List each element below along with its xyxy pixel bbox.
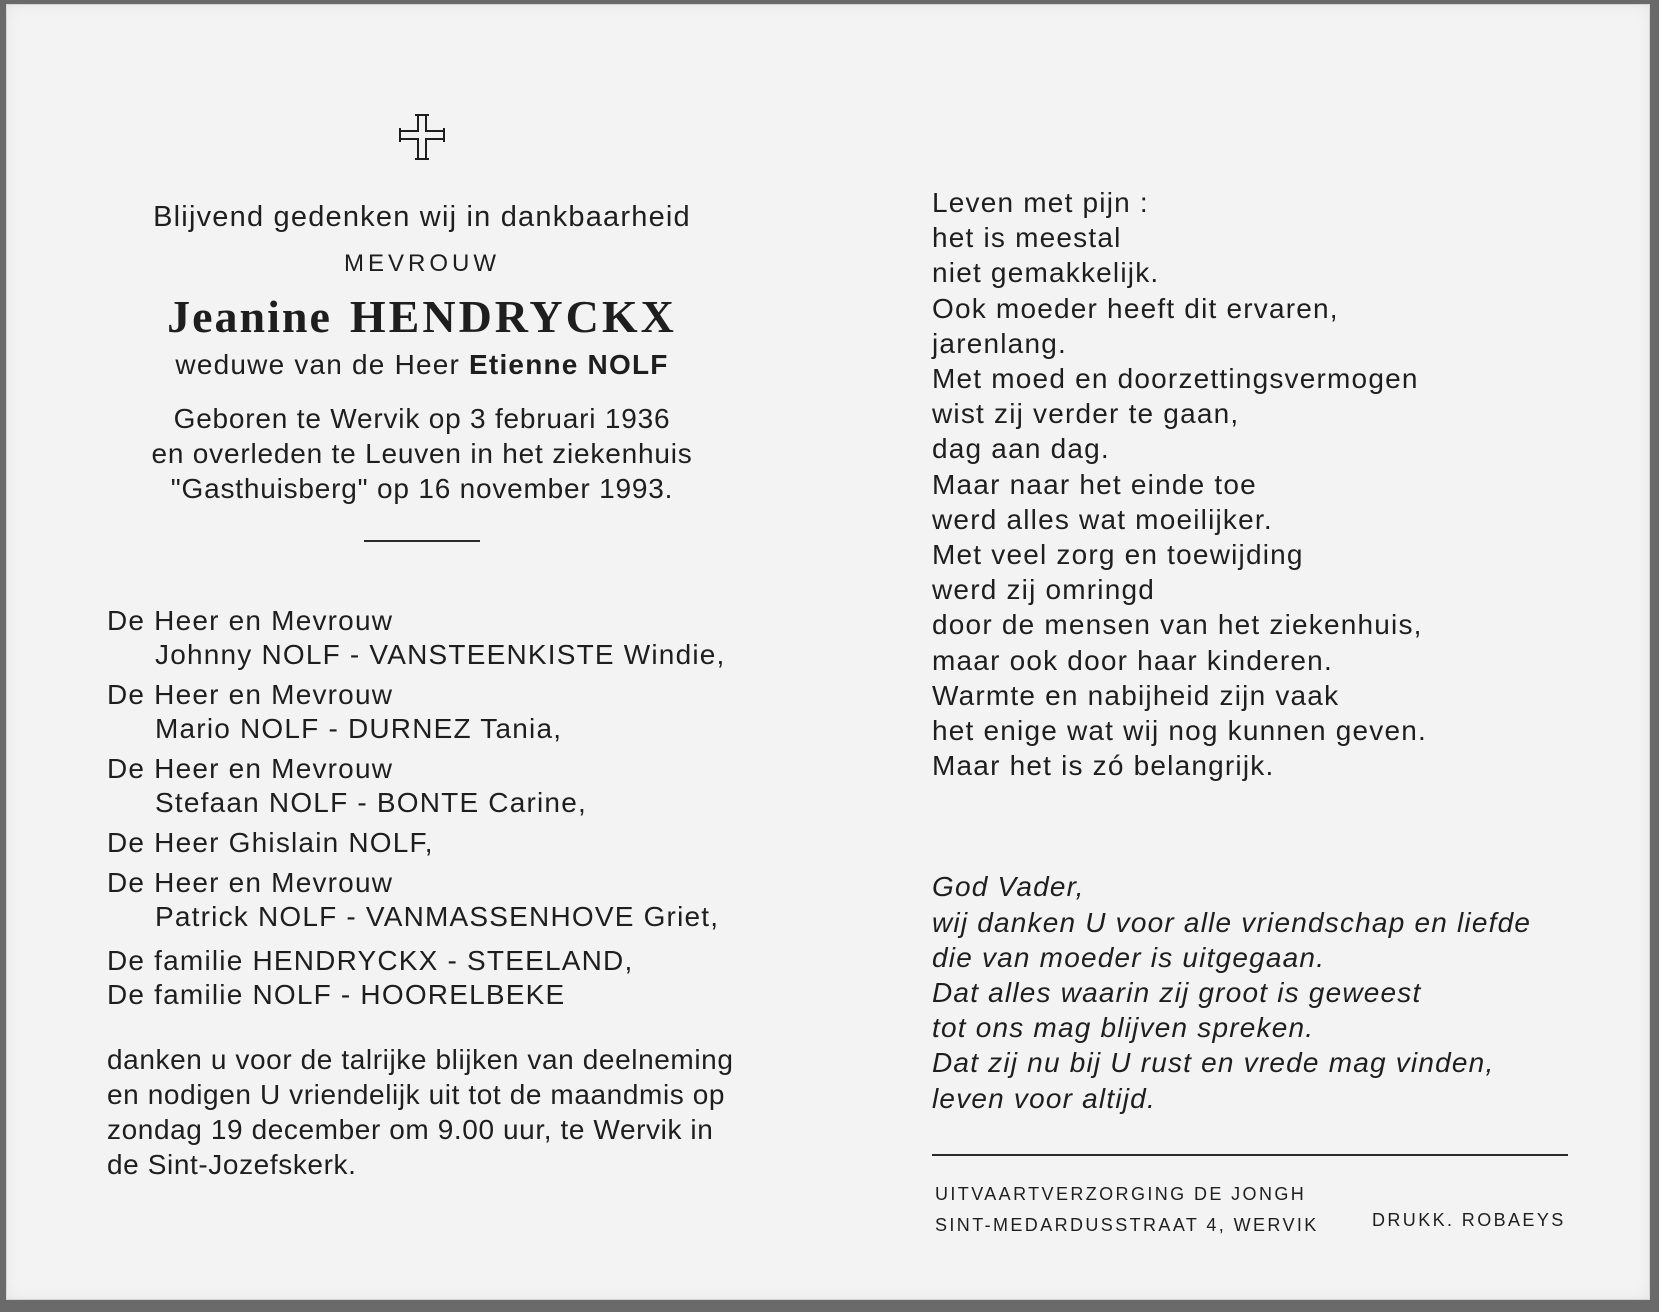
separator	[364, 540, 480, 542]
thanks-line-1: danken u voor de talrijke blijken van deelneming	[107, 1044, 734, 1075]
poem-line: werd alles wat moeilijker.	[932, 503, 1273, 535]
couple-names: Mario NOLF - DURNEZ Tania,	[155, 713, 563, 744]
prayer-line: Dat zij nu bij U rust en vrede mag vinden,	[932, 1047, 1495, 1079]
poem-line: door de mensen van het ziekenhuis,	[932, 609, 1423, 641]
poem	[932, 185, 1612, 783]
honorific: MEVROUW	[344, 250, 500, 277]
prayer-line: leven voor altijd.	[932, 1082, 1156, 1114]
poem-line: Warmte en nabijheid zijn vaak	[932, 679, 1340, 711]
poem-line: werd zij omringd	[932, 574, 1156, 606]
couple-title: De Heer en Mevrouw	[107, 753, 394, 784]
poem-line: Leven met pijn :	[932, 187, 1149, 218]
deceased-name	[107, 290, 737, 343]
prayer-line: wij danken U voor alle vriendschap en liefde	[932, 906, 1532, 938]
couple-names: Patrick NOLF - VANMASSENHOVE Griet,	[155, 901, 720, 932]
cross-icon	[398, 113, 446, 161]
prayer-line: God Vader,	[932, 871, 1085, 903]
undertaker-info	[935, 1179, 1319, 1241]
single-relative: De Heer Ghislain NOLF,	[107, 827, 434, 858]
prayer-line: tot ons mag blijven spreken.	[932, 1012, 1315, 1044]
poem-line: Ook moeder heeft dit ervaren,	[932, 292, 1339, 324]
prayer-line: Dat alles waarin zij groot is geweest	[932, 977, 1422, 1009]
poem-line: maar ook door haar kinderen.	[932, 644, 1333, 676]
prayer-line: die van moeder is uitgegaan.	[932, 941, 1326, 973]
couple-title: De Heer en Mevrouw	[107, 605, 394, 636]
intro-text: Blijvend gedenken wij in dankbaarheid	[153, 201, 691, 233]
poem-line: dag aan dag.	[932, 433, 1110, 465]
poem-line: Maar het is zó belangrijk.	[932, 750, 1275, 782]
family-list	[107, 604, 737, 1012]
thanks-line-2: en nodigen U vriendelijk uit tot de maandmis op	[107, 1079, 726, 1110]
poem-line: Met moed en doorzettingsvermogen	[932, 363, 1419, 395]
footer-rule	[932, 1154, 1568, 1156]
thanks-text	[107, 1042, 737, 1182]
widow-name: Etienne NOLF	[469, 349, 669, 380]
poem-line: Maar naar het einde toe	[932, 468, 1257, 500]
first-name: Jeanine	[167, 291, 332, 342]
prayer	[932, 869, 1612, 1115]
couple-title: De Heer en Mevrouw	[107, 679, 394, 710]
widow-prefix: weduwe van de Heer	[175, 349, 461, 380]
printer-name: DRUKK. ROBAEYS	[1372, 1210, 1566, 1230]
undertaker-name: UITVAARTVERZORGING DE JONGH	[935, 1184, 1307, 1204]
poem-line: het enige wat wij nog kunnen geven.	[932, 715, 1427, 747]
couple-names: Stefaan NOLF - BONTE Carine,	[155, 787, 587, 818]
birth-line-2: en overleden te Leuven in het ziekenhuis	[151, 438, 693, 469]
undertaker-address: SINT-MEDARDUSSTRAAT 4, WERVIK	[935, 1215, 1319, 1235]
left-column	[107, 105, 737, 1182]
right-column	[932, 185, 1612, 1116]
family-line: De familie HENDRYCKX - STEELAND,	[107, 945, 634, 976]
poem-line: wist zij verder te gaan,	[932, 398, 1240, 430]
poem-line: jarenlang.	[932, 327, 1067, 359]
surname: HENDRYCKX	[349, 291, 677, 342]
poem-line: Met veel zorg en toewijding	[932, 539, 1304, 571]
widow-line	[107, 349, 737, 381]
poem-line: niet gemakkelijk.	[932, 257, 1160, 289]
poem-line: het is meestal	[932, 222, 1122, 254]
couple-names: Johnny NOLF - VANSTEENKISTE Windie,	[155, 639, 726, 670]
birth-line-1: Geboren te Wervik op 3 februari 1936	[173, 403, 671, 434]
memorial-card	[6, 4, 1650, 1300]
thanks-line-4: de Sint-Jozefskerk.	[107, 1149, 357, 1180]
birth-line-3: "Gasthuisberg" op 16 november 1993.	[170, 473, 674, 504]
thanks-line-3: zondag 19 december om 9.00 uur, te Wervik in	[107, 1114, 714, 1145]
couple-title: De Heer en Mevrouw	[107, 867, 394, 898]
birth-death-info	[107, 401, 737, 506]
family-line: De familie NOLF - HOORELBEKE	[107, 979, 566, 1010]
